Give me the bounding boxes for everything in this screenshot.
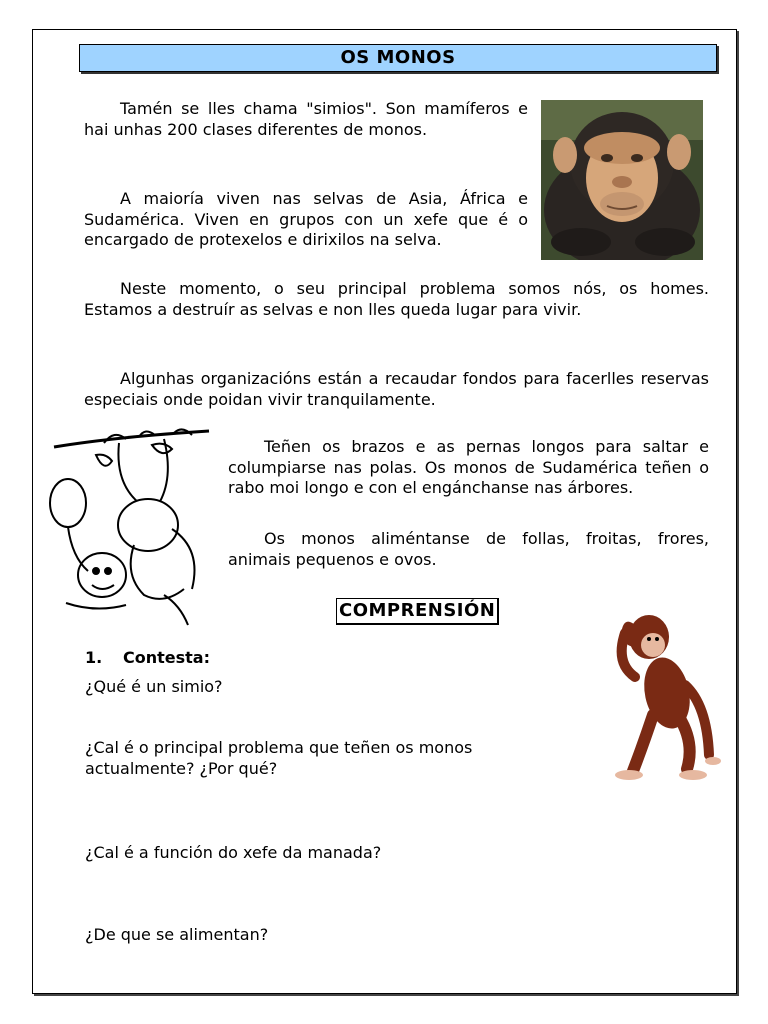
exercise-label: Contesta: xyxy=(123,648,210,667)
paragraph-limbs: Teñen os brazos e as pernas longos para saltar e columpiarse nas polas. Os monos de Sudamérica teñen o rabo moi longo e con el engánchanse nas árbores. xyxy=(228,437,709,497)
question-item: ¿Cal é a función do xefe da manada? xyxy=(85,843,382,862)
question-item: ¿De que se alimentan? xyxy=(85,925,269,944)
paragraph-diet: Os monos aliméntanse de follas, froitas, frores, animais pequenos e ovos. xyxy=(228,529,709,569)
question-item: ¿Cal é o principal problema que teñen os monos actualmente? ¿Por qué? xyxy=(85,738,473,778)
comprension-heading: COMPRENSIÓN xyxy=(336,598,499,625)
paragraph-problem: Neste momento, o seu principal problema somos nós, os homes. Estamos a destruír as selvas e non lles queda lugar para vivir. xyxy=(84,279,709,319)
thinking-monkey-cartoon xyxy=(605,605,725,787)
hanging-monkey-drawing xyxy=(44,425,214,630)
page-title: OS MONOS xyxy=(79,44,717,72)
paragraph-habitat: A maioría viven nas selvas de Asia, África e Sudamérica. Viven en grupos con un xefe que é o encargado de protexelos e dirixilos na selva. xyxy=(84,189,528,249)
paragraph-organizations: Algunhas organizacións están a recaudar fondos para facerlles reservas especiais onde poidan vivir tranquilamente. xyxy=(84,369,709,409)
chimpanzee-photo xyxy=(541,100,703,260)
exercise-heading xyxy=(85,648,210,667)
exercise-number: 1. xyxy=(85,648,103,667)
paragraph-simios: Tamén se lles chama "simios". Son mamíferos e hai unhas 200 clases diferentes de monos. xyxy=(84,99,528,139)
question-item: ¿Qué é un simio? xyxy=(85,677,223,696)
